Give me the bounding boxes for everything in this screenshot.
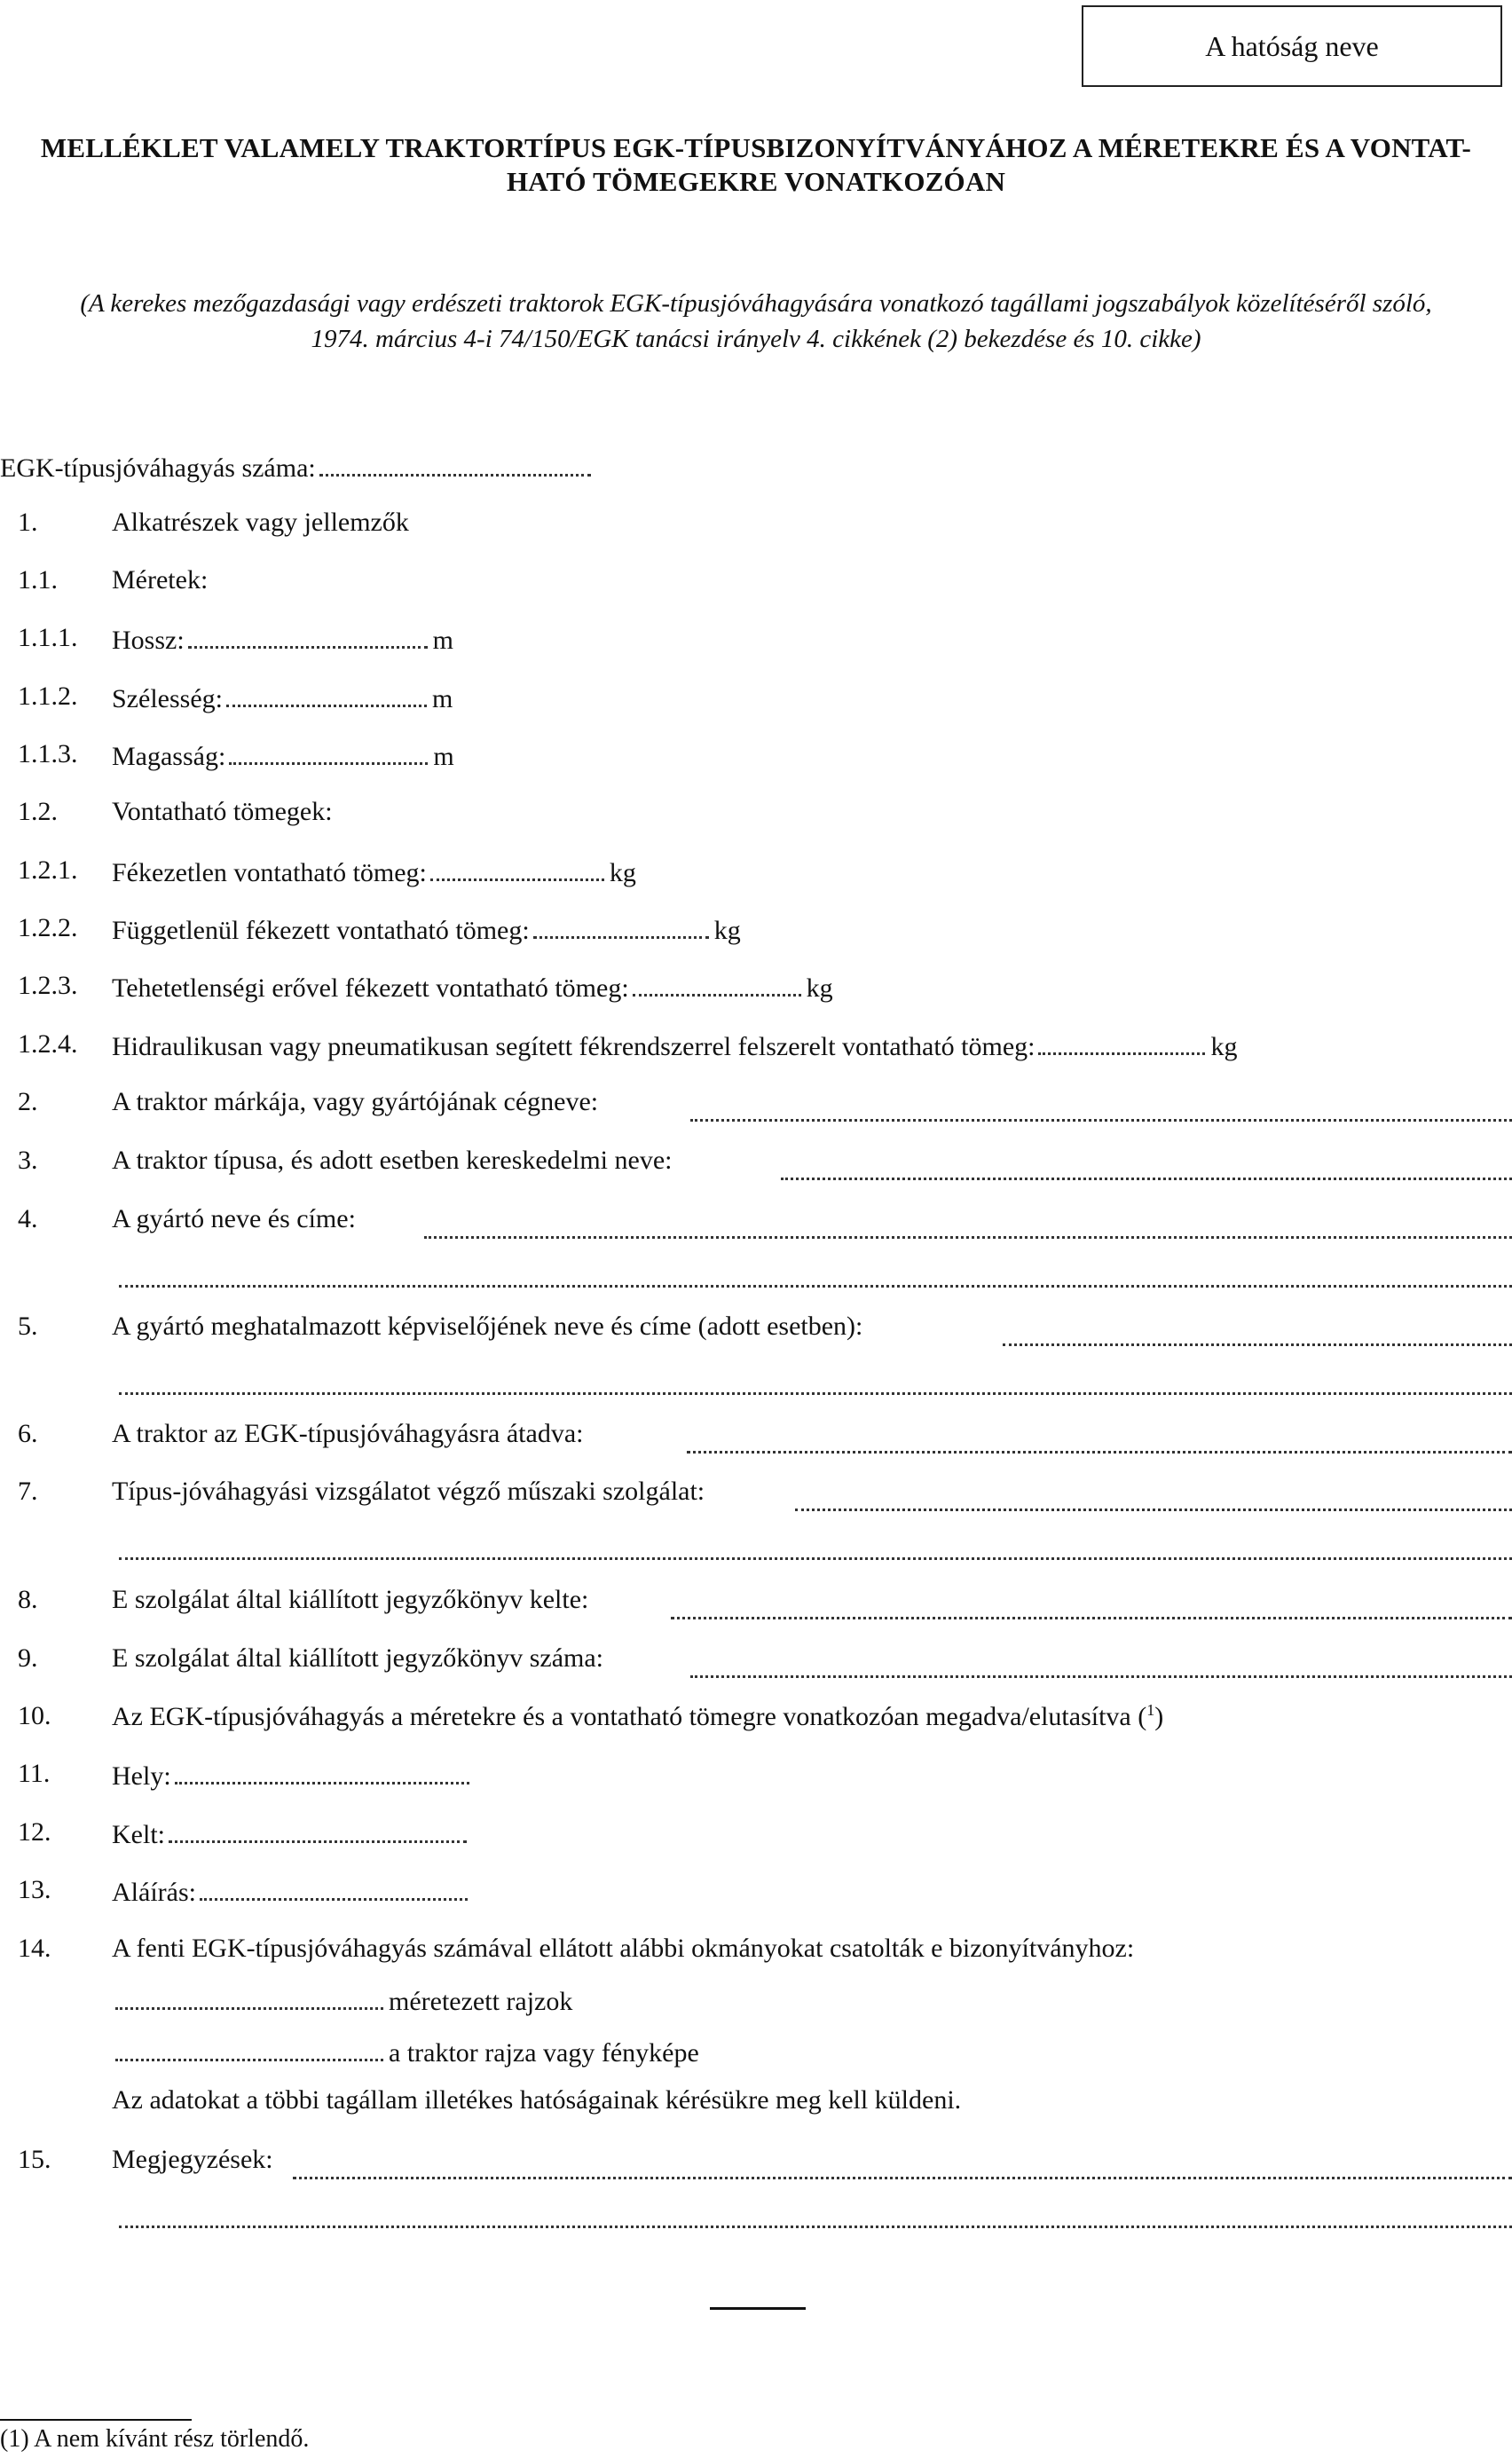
authority-name-label: A hatóság neve — [1205, 29, 1379, 62]
item-number: 1.2.4. — [18, 1029, 78, 1059]
item-11 — [0, 1759, 1512, 1794]
item-number: 10. — [18, 1701, 51, 1730]
place-field[interactable] — [175, 1759, 469, 1784]
item-number: 1.1.2. — [18, 681, 78, 711]
item-line — [112, 913, 741, 946]
item-line — [115, 1984, 572, 2017]
authority-name-box — [1082, 5, 1502, 87]
item-1-1-2 — [0, 681, 1512, 717]
manufacturer-field[interactable] — [424, 1204, 1512, 1239]
item-number: 9. — [18, 1643, 38, 1673]
item-number: 1.2. — [18, 797, 58, 826]
item-14 — [0, 1934, 1512, 1969]
item-7 — [0, 1477, 1512, 1512]
remarks-field[interactable] — [293, 2145, 1512, 2179]
footnote-reference: (1) — [0, 2425, 29, 2453]
item-text: Kelt: — [112, 1820, 165, 1849]
item-15 — [0, 2145, 1512, 2180]
item-1-2-4 — [0, 1029, 1512, 1065]
height-field[interactable] — [229, 739, 428, 765]
footnote-text: A nem kívánt rész törlendő. — [34, 2425, 310, 2453]
document-title — [0, 131, 1512, 199]
item-line — [112, 1759, 475, 1792]
item-line — [115, 2036, 699, 2068]
unbraked-mass-field[interactable] — [430, 855, 604, 881]
item-10 — [0, 1701, 1512, 1737]
item-9 — [0, 1643, 1512, 1679]
item-number: 3. — [18, 1146, 38, 1175]
item-1-2-3 — [0, 971, 1512, 1006]
width-field[interactable] — [226, 681, 427, 707]
item-number: 2. — [18, 1087, 38, 1116]
item-text: Fékezetlen vontatható tömeg: — [112, 858, 427, 887]
item-14-drawings — [0, 1984, 1512, 2020]
item-text: Aláírás: — [112, 1878, 196, 1907]
item-text: Megjegyzések: — [112, 2145, 273, 2174]
item-1-1-3 — [0, 739, 1512, 775]
item-number: 4. — [18, 1204, 38, 1233]
item-text: Tehetetlenségi erővel fékezett vontatható tömeg: — [112, 973, 629, 1003]
photo-count-field[interactable] — [115, 2036, 383, 2061]
item-3 — [0, 1146, 1512, 1181]
item-number: 8. — [18, 1585, 38, 1614]
representative-field-continuation[interactable] — [119, 1360, 1512, 1395]
item-number: 1.1.1. — [18, 623, 78, 652]
footnote — [0, 2425, 309, 2454]
item-unit: kg — [1210, 1032, 1238, 1061]
item-1-1-1 — [0, 623, 1512, 658]
item-number: 13. — [18, 1875, 51, 1904]
signature-field[interactable] — [200, 1875, 468, 1901]
item-number: 1. — [18, 508, 38, 537]
item-text: Vontatható tömegek: — [112, 797, 333, 826]
item-text: A fenti EGK-típusjóváhagyás számával ellátott alábbi okmányokat csatolták e bizonyítványhoz: — [112, 1934, 1135, 1963]
subtitle-line-2: 1974. március 4-i 74/150/EGK tanácsi irányelv 4. cikkének (2) bekezdése és 10. cikke) — [311, 325, 1201, 353]
item-1 — [0, 508, 1512, 543]
date-field[interactable] — [169, 1817, 467, 1843]
item-line — [112, 681, 453, 714]
item-text: Függetlenül fékezett vontatható tömeg: — [112, 916, 530, 945]
item-number: 1.2.2. — [18, 913, 78, 942]
item-line — [112, 855, 636, 888]
approval-number-field[interactable] — [319, 451, 591, 477]
item-1-2-1 — [0, 855, 1512, 891]
item-number: 15. — [18, 2145, 51, 2174]
item-text: méretezett rajzok — [389, 1987, 573, 2016]
item-number: 5. — [18, 1312, 38, 1341]
make-field[interactable] — [690, 1087, 1512, 1122]
title-line-2: HATÓ TÖMEGEKRE VONATKOZÓAN — [506, 166, 1006, 197]
item-number: 12. — [18, 1817, 51, 1847]
subtitle-line-1: (A kerekes mezőgazdasági vagy erdészeti traktorok EGK-típusjóváhagyására vonatkozó tagállami jogszabályok közelítéséről szóló, — [80, 289, 1432, 318]
item-14-note — [0, 2085, 1512, 2121]
item-text: Az EGK-típusjóváhagyás a méretekre és a vontatható tömegre vonatkozóan megadva/elutasítva ( — [112, 1702, 1147, 1731]
technical-service-field-continuation[interactable] — [119, 1525, 1512, 1560]
item-unit: kg — [806, 973, 833, 1003]
item-4 — [0, 1204, 1512, 1240]
title-line-1: MELLÉKLET VALAMELY TRAKTORTÍPUS EGK-TÍPUSBIZONYÍTVÁNYÁHOZ A MÉRETEKRE ÉS A VONTAT- — [40, 132, 1472, 163]
item-number: 7. — [18, 1477, 38, 1506]
document-subtitle — [0, 286, 1512, 357]
item-number: 1.2.3. — [18, 971, 78, 1000]
item-13 — [0, 1875, 1512, 1910]
item-unit: m — [432, 626, 454, 655]
item-1-2-2 — [0, 913, 1512, 949]
item-unit: kg — [713, 916, 741, 945]
item-line — [112, 739, 454, 772]
item-number: 1.1.3. — [18, 739, 78, 768]
footnote-separator — [0, 2419, 192, 2421]
item-6 — [0, 1419, 1512, 1454]
drawings-count-field[interactable] — [115, 1984, 383, 2010]
report-date-field[interactable] — [671, 1585, 1512, 1619]
item-number: 14. — [18, 1934, 51, 1963]
item-unit: m — [431, 684, 453, 713]
item-number: 6. — [18, 1419, 38, 1448]
footnote-reference: 1 — [1146, 1701, 1155, 1719]
item-text: A gyártó meghatalmazott képviselőjének neve és címe (adott esetben): — [112, 1312, 863, 1341]
item-number: 1.1. — [18, 565, 58, 595]
submitted-field[interactable] — [687, 1419, 1512, 1454]
item-line — [112, 1875, 473, 1908]
item-2 — [0, 1087, 1512, 1123]
item-text: Az adatokat a többi tagállam illetékes hatóságainak kérésükre meg kell küldeni. — [112, 2085, 962, 2115]
item-text: Hossz: — [112, 626, 185, 655]
item-unit: m — [433, 742, 454, 771]
item-line — [112, 623, 453, 656]
item-number: 11. — [18, 1759, 51, 1788]
item-line — [112, 1701, 1163, 1732]
item-text: Típus-jóváhagyási vizsgálatot végző műszaki szolgálat: — [112, 1477, 705, 1506]
item-text: a traktor rajza vagy fényképe — [389, 2038, 699, 2068]
item-text: Alkatrészek vagy jellemzők — [112, 508, 409, 537]
item-14-photo — [0, 2036, 1512, 2071]
independent-braked-mass-field[interactable] — [533, 913, 709, 939]
item-12 — [0, 1817, 1512, 1853]
item-text: A traktor típusa, és adott esetben kereskedelmi neve: — [112, 1146, 673, 1175]
item-text: E szolgálat által kiállított jegyzőkönyv száma: — [112, 1643, 604, 1673]
item-text: A gyártó neve és címe: — [112, 1204, 356, 1233]
representative-field[interactable] — [1003, 1312, 1512, 1346]
remarks-field-continuation[interactable] — [119, 2194, 1512, 2228]
item-8 — [0, 1585, 1512, 1620]
item-1-1 — [0, 565, 1512, 601]
item-text: Magasság: — [112, 742, 226, 771]
item-unit: kg — [609, 858, 636, 887]
item-number: 1.2.1. — [18, 855, 78, 885]
technical-service-field[interactable] — [795, 1477, 1512, 1511]
item-text: Hidraulikusan vagy pneumatikusan segített fékrendszerrel felszerelt vontatható tömeg: — [112, 1032, 1036, 1061]
approval-number-row — [0, 451, 596, 484]
end-of-form-rule — [710, 2307, 806, 2310]
item-line — [112, 1029, 1237, 1062]
approval-number-label: EGK-típusjóváhagyás száma: — [0, 453, 316, 483]
item-text: A traktor márkája, vagy gyártójának cégneve: — [112, 1087, 599, 1116]
report-number-field[interactable] — [690, 1643, 1512, 1678]
item-text: A traktor az EGK-típusjóváhagyásra átadva: — [112, 1419, 584, 1448]
item-text: E szolgálat által kiállított jegyzőkönyv kelte: — [112, 1585, 589, 1614]
closing-parenthesis: ) — [1154, 1702, 1164, 1731]
manufacturer-field-continuation[interactable] — [119, 1253, 1512, 1288]
inertia-braked-mass-field[interactable] — [633, 971, 801, 997]
item-line — [112, 971, 833, 1004]
length-field[interactable] — [188, 623, 428, 649]
item-5 — [0, 1312, 1512, 1347]
item-text: Méretek: — [112, 565, 209, 595]
item-text: Hely: — [112, 1761, 171, 1791]
assisted-braked-mass-field[interactable] — [1038, 1029, 1205, 1055]
item-line — [112, 1817, 472, 1850]
item-1-2 — [0, 797, 1512, 832]
type-field[interactable] — [781, 1146, 1512, 1180]
item-text: Szélesség: — [112, 684, 223, 713]
